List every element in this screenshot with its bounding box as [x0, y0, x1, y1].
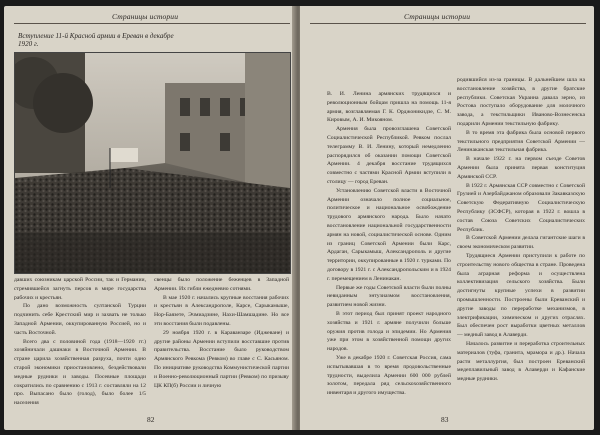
- paragraph: В Советской Армении делала гигантские шаги в своем экономическом развитии.: [457, 235, 585, 251]
- left-page-number: 82: [147, 415, 155, 424]
- right-header-rule: [310, 23, 586, 24]
- paragraph: Армения была провозглашена Советской Социалистической Республикой. Ревком послал телеграмму В. И. Ленину, который немедленно распорядился об оказании помощи Советской Армении. 4 декабря восстание трудящихся совместно с частями Красной Армии вступили в столицу — город Ереван.: [327, 126, 451, 185]
- paragraph: В 1922 г. Армянская ССР совместно с Советской Грузией и Азербайджаном образовали Закавказскую Советскую Федеративную Социалистическую Республику (ЗСФСР), которая в 1922 г. вошла в состав Союза Советских Социалистических Республик.: [457, 182, 585, 233]
- left-page: [4, 6, 296, 430]
- paragraph: В мае 1920 г. начались крупные восстания рабочих и крестьян в Александрополе, Карсе, Сарыкамыше, Нор-Баязете, Эчмиадзине, Нахи-Шамшадине. Но все эти восстания были подавлены.: [154, 294, 289, 327]
- paragraph: давших союзникам царской России, так и Германии, стремившейся загнуть персов в мире государства рабочих и крестьян.: [14, 277, 146, 301]
- left-column-1: [14, 276, 146, 408]
- paragraph: По дано возможность султанской Турции подчинить себе Крестский мир и захвать не только Западной Армении, оккупированную Россией, но и часть Восточной.: [14, 303, 146, 336]
- paragraph: Уже в декабре 1920 г. Советская Россия, сама испытывавшая в то время продовольственные трудности, выделила Армении 600 000 рублей золотом, передала ряд сельскохозяйственного инвентаря и другого имущества.: [327, 354, 451, 397]
- right-column-2: [457, 76, 585, 384]
- paragraph: В этот период был принят проект народного хозяйства и 1921 г. армяне получили больше оружия против голода и эпидемии. Но Армения уже при этом в хозяйственной помощи других народов.: [327, 310, 451, 353]
- paragraph: Всего два с половиной года (1918—1920 гг.) хозяйничали дашнаки в Восточной Армении. В стране царила хозяйственная разруха, почти одно старой экономики приостановлено, бездействовали медные рудники и заводы. Посевные площади сократились по сравнению с 1913 г. составляли на 12 про. Выпасано было (голод), было более 1/5 населения: [14, 338, 146, 407]
- paragraph: Началось развитие и переработка строительных материалов (туфа, гранита, мрамора и др.). Начала расти металлургия, был построен Ереванский медеплавильный завод в Алаверди и Кафанские медные рудники.: [457, 340, 585, 383]
- right-page: [300, 6, 594, 430]
- paragraph: В то время эта фабрика была основой первого текстильного предприятия Советской Армении — Ленинаканская текстильная фабрика.: [457, 129, 585, 154]
- paragraph: Первые же годы Советской власти были полны невиданным энтузиазмом восстановления, развитием новой жизни.: [327, 284, 451, 309]
- historical-photo: [14, 52, 291, 274]
- paragraph: родившийся из-за границы. В дальнейшем шла на восстановление хозяйства, в другие братские республики. Советская Украина давала зерно, из Ростова поступало оборудование для молочного завода, а текстильщики Иваново-Вознесенска подарили Армении текстильную фабрику.: [457, 77, 585, 127]
- left-running-head: Страницы истории: [112, 12, 179, 21]
- paragraph: В. И. Ленина армянских трудящихся и революционным бойцам пришла на помощь 11-я армия, возглавляемая Г. К. Орджоникидзе, С. М. Кировым, А. И. Микояном.: [327, 91, 451, 124]
- left-header-rule: [14, 23, 290, 24]
- paragraph: Установлению Советской власти в Восточной Армении означало полное социальное, политическое и национальное освобождение трудового армянского народа. Было начато восстановление национальной государственности армян на новой, социалистической основе. Одним из границ Советской Армении были Карс, Ардаган, Сарыкамыш, Александрополь и другие территории, оккупированные в 1920 г. турками. По договору в 1921 г. с Александропольским и в 1924 г. перемещением в Ленинакан.: [327, 187, 451, 282]
- photo-image: [15, 53, 290, 273]
- paragraph: Трудящиеся Армении приступили к работе по строительству нового общества в стране. Проведена была аграрная реформа и осуществлена коллективизация сельского хозяйства. Были достигнуты крупные успехи в развитии промышленности. Построены были Ереванский и другие заводы по переработке механизмов, в электрификации, химическом и других отраслях. Был обеспечен рост выработки цветных металлов — медный завод в Алаверди.: [457, 252, 585, 339]
- right-page-number: 83: [441, 415, 449, 424]
- paragraph: свенцы было положение беженцев в Западной Армении. Их гибли ежедневно сотнями.: [154, 277, 289, 292]
- left-column-2: [154, 276, 289, 390]
- right-running-head: Страницы истории: [404, 12, 471, 21]
- right-column-1: [327, 90, 451, 398]
- paragraph: В начале 1922 г. на первом съезде Советов Армении была принята первая конституция Армянской ССР.: [457, 156, 585, 180]
- paragraph: 29 ноября 1920 г. в Караванзаре (Иджеване) и другие районы Армении вступили восставшие против правительства. Восстание было руководством Армянского Ревкома (Ревком) во главе с С. Касьяном. По инициативе руководства Коммунистической партии и Военно-революционный партии (Ревком) по призыву ЦК КП(б) России и личную: [154, 329, 289, 389]
- photo-caption: Вступление 11-й Красной армии в Ереван в декабре 1920 г.: [18, 32, 174, 49]
